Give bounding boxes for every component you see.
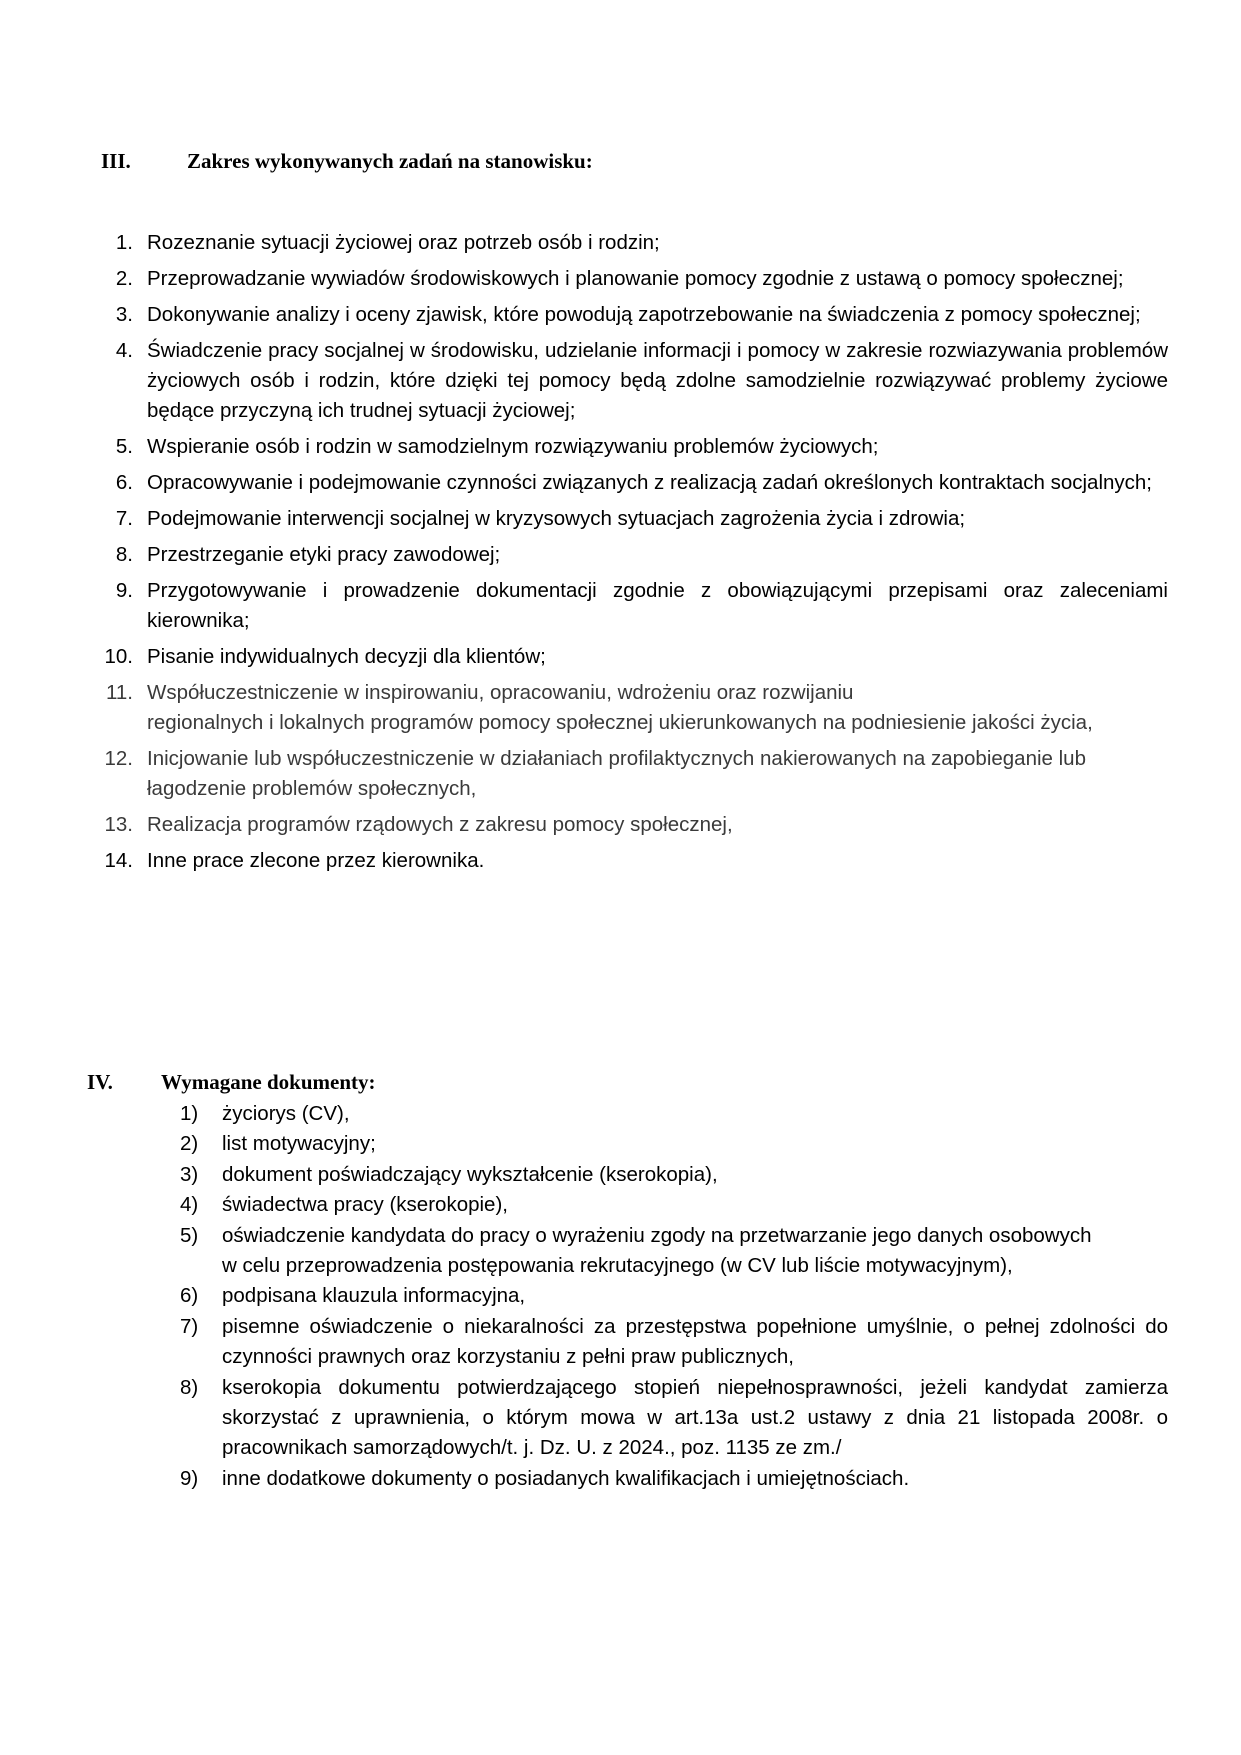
section-4-document-list [180, 1099, 1168, 1494]
list-item [180, 1312, 1168, 1373]
section-3-task-list [101, 228, 1168, 882]
list-item [101, 336, 1168, 426]
item-number: 4. [115, 339, 133, 362]
item-number: 6) [180, 1284, 199, 1308]
item-number: 7) [180, 1314, 199, 1338]
list-item [180, 1129, 1168, 1159]
item-number: 11. [106, 681, 133, 704]
item-text: Wspieranie osób i rodzin w samodzielnym rozwiązywaniu problemów życiowych; [147, 435, 879, 458]
item-number: 1. [115, 231, 133, 254]
list-item [180, 1373, 1168, 1464]
item-text-line-2: regionalnych i lokalnych programów pomocy społecznej ukierunkowanych na podniesienie jakości życia, [147, 711, 1093, 734]
item-number: 12. [104, 747, 133, 770]
item-text: Inne prace zlecone przez kierownika. [147, 849, 485, 872]
item-number: 9. [115, 579, 133, 602]
list-item [101, 678, 1168, 738]
item-number: 4) [180, 1193, 199, 1217]
item-text: Świadczenie pracy socjalnej w środowisku, udzielanie informacji i pomocy w zakresie rozwiazywania problemów życiowych osób i rodzin, które dzięki tej pomocy będą zdolne samodzielnie rozwiązywać problemy życiowe będące przyczyną ich trudnej sytuacji życiowej; [147, 339, 1168, 422]
list-item [101, 468, 1168, 498]
item-number: 9) [180, 1466, 199, 1490]
item-text: Przygotowywanie i prowadzenie dokumentacji zgodnie z obowiązującymi przepisami oraz zaleceniami kierownika; [147, 579, 1168, 632]
item-text: oświadczenie kandydata do pracy o wyrażeniu zgody na przetwarzanie jego danych osobowych [222, 1223, 1092, 1247]
list-item [101, 744, 1168, 804]
item-text: świadectwa pracy (kserokopie), [222, 1193, 508, 1217]
section-4-number: IV. [87, 1070, 113, 1094]
section-4-heading [87, 1069, 587, 1095]
item-number: 5. [115, 435, 133, 458]
item-text: list motywacyjny; [222, 1132, 376, 1156]
list-item [101, 846, 1168, 876]
item-text: Realizacja programów rządowych z zakresu pomocy społecznej, [147, 813, 733, 836]
item-text: Inicjowanie lub współuczestniczenie w działaniach profilaktycznych nakierowanych na zapobieganie lub łagodzenie problemów społecznych, [147, 747, 1086, 800]
item-number: 8. [115, 543, 133, 566]
list-item [101, 264, 1168, 294]
section-3-title: Zakres wykonywanych zadań na stanowisku: [187, 149, 593, 173]
list-item [180, 1221, 1168, 1282]
item-text: życiorys (CV), [222, 1102, 350, 1125]
section-3-heading [101, 148, 801, 174]
item-number: 3. [115, 303, 133, 326]
item-text: Podejmowanie interwencji socjalnej w kryzysowych sytuacjach zagrożenia życia i zdrowia; [147, 507, 966, 530]
list-item [101, 228, 1168, 258]
list-item [180, 1464, 1168, 1494]
item-number: 14. [104, 849, 133, 872]
list-item [101, 504, 1168, 534]
list-item [101, 810, 1168, 840]
list-item [180, 1281, 1168, 1311]
item-number: 10. [104, 645, 133, 668]
list-item [180, 1099, 1168, 1129]
item-text: Opracowywanie i podejmowanie czynności związanych z realizacją zadań określonych kontraktach socjalnych; [147, 471, 1152, 494]
item-text: podpisana klauzula informacyjna, [222, 1284, 526, 1308]
list-item [101, 576, 1168, 636]
item-text: Przestrzeganie etyki pracy zawodowej; [147, 543, 501, 566]
list-item [101, 642, 1168, 672]
list-item [101, 432, 1168, 462]
item-text-line-1: Współuczestniczenie w inspirowaniu, opracowaniu, wdrożeniu oraz rozwijaniu [147, 681, 854, 704]
item-text: Pisanie indywidualnych decyzji dla klientów; [147, 645, 546, 668]
item-text: Dokonywanie analizy i oceny zjawisk, które powodują zapotrzebowanie na świadczenia z pomocy społecznej; [147, 303, 1141, 326]
item-number: 2) [180, 1132, 199, 1156]
item-text: kserokopia dokumentu potwierdzającego stopień niepełnosprawności, jeżeli kandydat zamierza skorzystać z uprawnienia, o którym mowa w art.13a ust.2 ustawy z dnia 21 listopada 2008r. o pracownikach samorządowych/t. j. Dz. U. z 2024., poz. 1135 ze zm./ [222, 1375, 1168, 1460]
list-item [101, 540, 1168, 570]
item-number: 1) [180, 1102, 199, 1125]
item-number: 3) [180, 1162, 199, 1186]
list-item [180, 1190, 1168, 1220]
item-number: 6. [115, 471, 133, 494]
list-item [101, 300, 1168, 330]
item-text: Przeprowadzanie wywiadów środowiskowych i planowanie pomocy zgodnie z ustawą o pomocy społecznej; [147, 267, 1124, 290]
item-number: 2. [115, 267, 133, 290]
item-text: Rozeznanie sytuacji życiowej oraz potrzeb osób i rodzin; [147, 231, 660, 254]
list-item [180, 1160, 1168, 1190]
item-text-continuation: w celu przeprowadzenia postępowania rekrutacyjnego (w CV lub liście motywacyjnym), [222, 1254, 1013, 1278]
item-text: dokument poświadczający wykształcenie (kserokopia), [222, 1162, 718, 1186]
section-3-number: III. [101, 149, 131, 173]
item-number: 13. [104, 813, 133, 836]
section-4-title: Wymagane dokumenty: [161, 1070, 376, 1094]
item-number: 8) [180, 1375, 199, 1399]
item-text: inne dodatkowe dokumenty o posiadanych kwalifikacjach i umiejętnościach. [222, 1466, 910, 1490]
item-number: 5) [180, 1223, 199, 1247]
item-text: pisemne oświadczenie o niekaralności za przestępstwa popełnione umyślnie, o pełnej zdolności do czynności prawnych oraz korzystaniu z pełni praw publicznych, [222, 1314, 1168, 1369]
item-number: 7. [115, 507, 133, 530]
